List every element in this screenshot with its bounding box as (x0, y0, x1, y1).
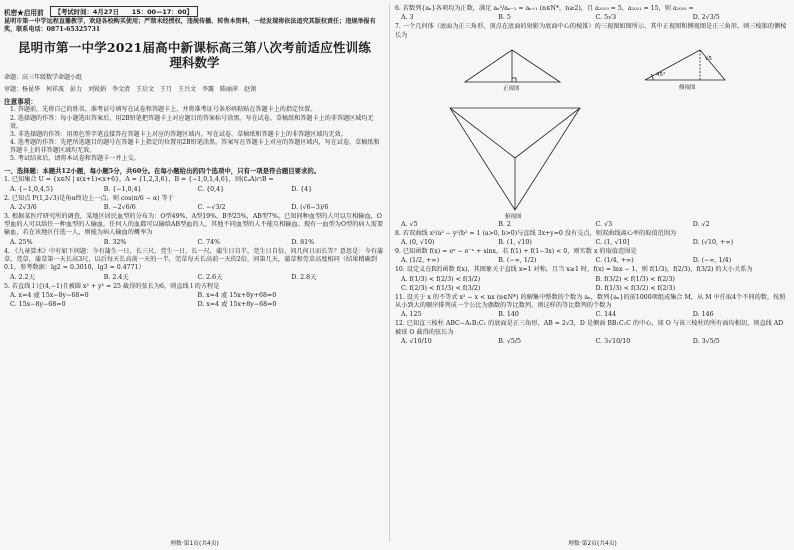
option[interactable]: B. 32% (103, 238, 127, 246)
question-6: 6. 若数列{aₙ}各项均为正数，满足 aₙ²/aₙ₋₁ = aₙ₊₁ (n∈N*，n≥2)，且 a₂₀₁₉ = 5，a₂₀₂₁ = 15，则 a₂₀₂₀ = (395, 5, 694, 12)
option[interactable]: A. (1/2, +∞) (401, 257, 440, 265)
left-column (4, 4, 385, 550)
option[interactable]: B. 2 (498, 220, 511, 228)
option[interactable]: C. (1, √10] (595, 239, 630, 247)
option[interactable]: B. (−∞, 1/2) (498, 257, 537, 265)
option[interactable]: D. (√6−3)/6 (291, 203, 329, 211)
options-q5 (4, 291, 385, 309)
options-q10 (395, 275, 790, 293)
option[interactable]: D. √2 (692, 220, 710, 228)
option[interactable]: C. 144 (595, 311, 617, 319)
angle-label: 45° (656, 71, 666, 78)
three-view-figure (395, 40, 790, 220)
option[interactable]: D. 2√3/5 (692, 14, 720, 22)
page-footer-left: 理数·第1页(共4页) (170, 541, 219, 547)
option[interactable]: B. 5 (498, 14, 511, 22)
question-2: 2. 已知点 P(1,2√3)是角α终边上一点，则 cos(π/6 − α) 等于 (4, 194, 174, 202)
column-divider (389, 4, 390, 542)
option[interactable]: C. {0,4} (197, 185, 225, 193)
top-view-label: 俯视图 (505, 213, 522, 220)
option[interactable]: A. {−1,0,4,5} (10, 185, 54, 193)
question-5: 5. 若直线 l 过(4,−1)且被圆 x² + y² = 25 截得的弦长为6，则直线 l 的方程是 (4, 282, 220, 290)
options-q7 (395, 220, 790, 229)
option[interactable]: C. −√3/2 (197, 203, 226, 211)
option[interactable]: A. √5 (401, 220, 418, 228)
note-item: 5. 考试结束后，请将本试卷和答题卡一并上交。 (10, 154, 140, 162)
option[interactable]: A. (0, √10) (401, 239, 435, 247)
option[interactable]: B. {−1,0,4} (103, 185, 142, 193)
option[interactable]: A. 2√3/6 (10, 203, 37, 211)
copyright-notice: 昆明市第一中学远程直播教学，欢迎各校购买使用；严禁未经授权，违规传播、转售本资料，一经发现将依法追究其版权责任；违规举报有奖，联系电话：0871-65325731 (4, 18, 376, 34)
question-8: 8. 若双曲线 x²/a² − y²/b² = 1 (a>0, b>0)与直线 3x+y=0 没有交点，则双曲线离心率的取值范围为 (395, 229, 677, 237)
options-q11 (395, 310, 790, 319)
options-q6 (395, 13, 790, 22)
option[interactable]: D. 3√5/5 (692, 337, 720, 345)
option[interactable]: C. (1/4, +∞) (595, 257, 634, 265)
right-column (395, 4, 790, 550)
option[interactable]: A. f(1/3) < f(2/3) < f(3/2) (401, 275, 481, 283)
option[interactable]: D. x=4 或 15x+8y−68=0 (197, 300, 277, 308)
option[interactable]: B. x=4 或 15x+8y+68=0 (197, 291, 277, 299)
front-view-label: 正视图 (503, 85, 520, 92)
top-view (450, 108, 580, 210)
question-3: 3. 根据某医疗研究所的调查，某地区居民血型的分布为：O型49%，A型19%，B型25%，AB型7%。已知同种血型的人可以互相输血，O型血的人可以给任一种血型的人输血，任何人的血都可以输给AB型血的人，其他不同血型的人不能互相输血。现有一血型为O型的病人需要输血，若在该地区任选一人，则能为病人输血的概率为 (4, 212, 384, 237)
options-q3 (4, 238, 385, 247)
note-item: 2. 选择题的作答：每小题选出答案后，用2B铅笔把答题卡上对应题目的答案标号涂黑。写在试卷、草稿纸和答题卡上的非答题区域均无效。 (10, 114, 374, 130)
option[interactable]: D. {4} (291, 185, 313, 193)
option[interactable]: D. 146 (692, 311, 714, 319)
part1-heading: 一、选择题：本题共12小题，每小题5分，共60分。在每小题给出的四个选项中，只有一项是符合题目要求的。 (4, 167, 321, 176)
question-7: 7. 一个几何体（底面为正三角形，顶点在底面的射影为底面中心的棱锥）的三视图如图所示，其中正视图和侧视图是正三角形，则三棱锥的侧棱长为 (395, 23, 787, 39)
option[interactable]: A. 3 (401, 14, 414, 22)
exam-time-box: 【考试时间：4月27日 15：00—17：00】 (50, 6, 198, 17)
option[interactable]: D. (−∞, 1/4) (692, 257, 732, 265)
option[interactable]: C. 15x−8y−68=0 (10, 300, 66, 308)
option[interactable]: D. (√10, +∞) (692, 239, 734, 247)
option[interactable]: A. 2.2天 (10, 273, 35, 281)
option[interactable]: B. −2√6/6 (103, 203, 136, 211)
option[interactable]: D. 2.8天 (291, 273, 317, 281)
options-q8 (395, 238, 790, 247)
side-view-label: 侧视图 (679, 84, 696, 91)
option[interactable]: C. f(2/3) < f(1/3) < f(3/2) (401, 284, 481, 292)
options-q12 (395, 337, 790, 346)
header-row (4, 6, 385, 17)
option[interactable]: A. x=4 或 15x−8y−68=0 (10, 291, 89, 299)
options-q1 (4, 185, 385, 194)
notes-heading: 注意事项： (4, 98, 37, 107)
option[interactable]: A. 125 (401, 311, 422, 319)
options-q4 (4, 273, 385, 282)
option[interactable]: D. 81% (291, 238, 315, 246)
note-item: 3. 非选择题的作答：用黑色签字笔直接答在答题卡上对应的答题区域内。写在试卷、草稿纸和答题卡上的非答题区域均无效。 (10, 130, 347, 138)
front-view (465, 50, 560, 82)
option[interactable]: D. f(1/3) < f(3/2) < f(2/3) (595, 284, 676, 292)
option[interactable]: B. (1, √10) (498, 239, 532, 247)
secret-label: 机密★启用前 (4, 8, 44, 17)
options-q2 (4, 203, 385, 212)
question-11: 11. 设关于 x 的不等式 x² − x < nx (n∈N*) 的解集中整数的个数为 aₙ，数列{aₙ}的前1000项组成集合 M，从 M 中任取4个不同的数，按照从小到大的顺序排列成一个公比为偶数的等比数列，则这样的等比数列的个数为 (395, 293, 786, 310)
option[interactable]: B. √5/5 (498, 337, 522, 345)
option[interactable]: C. √3 (595, 220, 613, 228)
note-item: 1. 答题前，先将自己的姓名、准考证号填写在试卷和答题卡上，并将准考证号条形码粘贴在答题卡上的指定位置。 (10, 106, 317, 114)
option[interactable]: B. 2.4天 (103, 273, 129, 281)
three-view-drawing (395, 40, 790, 220)
question-9: 9. 已知函数 f(x) = eˣ − e⁻ˣ + sinx，若 f(1) + f(1−3x) < 0，则实数 x 的取值范围是 (395, 248, 637, 256)
option[interactable]: C. 5√3 (595, 14, 617, 22)
page-footer-right: 理数·第2页(共4页) (568, 541, 617, 547)
meta-line-1: 命题：高三年级数学命题小组 (4, 74, 83, 82)
question-1: 1. 已知集合 U = {x∈N | x(x+1)<x+6}，A = {1,2,3,6}，B = {−1,0,1,4,6}，则(∁ᵤA)∩B = (4, 176, 274, 184)
edge-length-label: √5 (705, 55, 713, 62)
exam-title: 昆明市第一中学2021届高中新课标高三第八次考前适应性训练 (17, 40, 372, 56)
option[interactable]: A. √10/10 (401, 337, 432, 345)
note-item: 4. 选考题的作答：先把所选题目的题号在答题卡上指定的位置用2B铅笔涂黑。答案写在答题卡上对应的答题区域内，写在试卷、草稿纸和答题卡上的非答题区域均无效。 (10, 138, 380, 154)
question-4: 4. 《九章算术》中有如下问题：今有蒲生一日，长三尺，莞生一日，长一尺，蒲生日自半，莞生日自倍，问几何日而长等？意思是：今有蒲草、莞草，蒲草第一天长高3尺，以后每天长高前一天的一半，莞草每天长高前一天的2倍，问第几天，蒲草和莞草高度相同（结果精确到0.1，参考数据：lg2 ≈ 0.3010，lg3 ≈ 0.4771） (4, 247, 384, 272)
option[interactable]: A. 25% (10, 238, 33, 246)
options-q9 (395, 256, 790, 265)
option[interactable]: B. f(3/2) < f(1/3) < f(2/3) (595, 275, 675, 283)
option[interactable]: C. 3√10/10 (595, 337, 631, 345)
question-12: 12. 已知直三棱柱 ABC−A₁B₁C₁ 的底面是正三角形，AB = 2√3，D 是侧面 BB₁C₁C 的中心，球 O 与该三棱柱的所有面均相切，则直线 AD 被球 O 截得的弦长为 (395, 320, 784, 336)
meta-line-2: 审题：杨昆华 何祥波 彭力 刘锐娟 李文清 王启文 王月 王兴文 李露 陈丽萍 赵翎 (4, 86, 257, 94)
option[interactable]: C. 74% (197, 238, 221, 246)
option[interactable]: B. 140 (498, 311, 519, 319)
option[interactable]: C. 2.6天 (197, 273, 223, 281)
exam-subtitle: 理科数学 (169, 55, 220, 71)
question-10: 10. 设定义在R的函数 f(x)，其图象关于直线 x=1 对称，且当 x≥1 时，f(x) = lnx − 1，则 f(1/3)，f(2/3)，f(3/2) 的大小关系为 (395, 266, 753, 274)
